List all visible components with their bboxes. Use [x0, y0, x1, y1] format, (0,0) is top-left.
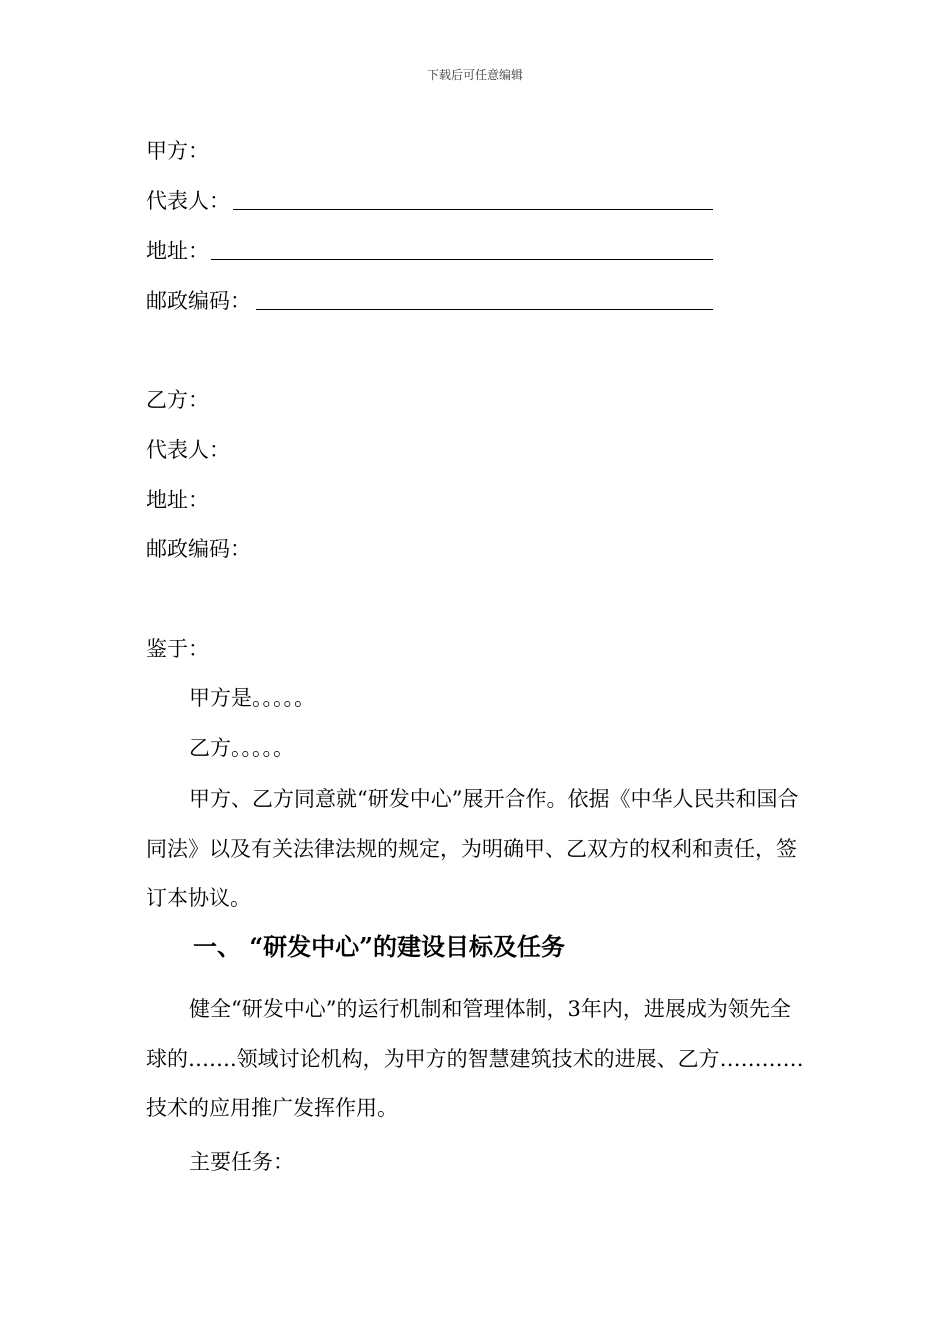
- page-header: 下载后可任意编辑: [426, 68, 523, 82]
- party-b-address-label: 地址：: [146, 488, 209, 512]
- party-b-representative-label: 代表人：: [146, 438, 230, 462]
- section-1-heading: 一、 “研发中心”的建设目标及任务: [193, 932, 565, 961]
- whereas-party-b-line: 乙方。。。。。: [189, 736, 294, 760]
- party-a-address-field[interactable]: [211, 259, 713, 260]
- party-a-representative-label: 代表人：: [146, 189, 230, 213]
- party-a-postcode-field[interactable]: [256, 309, 713, 310]
- party-a-representative-field[interactable]: [233, 209, 713, 210]
- agreement-paragraph: 甲方、乙方同意就“研发中心”展开合作。依据《中华人民共和国合同法》以及有关法律法规的规定，为明确甲、乙双方的权利和责任，签订本协议。: [146, 787, 799, 910]
- main-tasks-label: 主要任务：: [189, 1150, 294, 1174]
- section-1-paragraph: 健全“研发中心”的运行机制和管理体制，3年内，进展成为领先全球的…….领域讨论机构，为甲方的智慧建筑技术的进展、乙方…………技术的应用推广发挥作用。: [146, 997, 804, 1120]
- whereas-party-a-line: 甲方是。。。。。: [189, 686, 315, 710]
- party-a-address-label: 地址：: [146, 239, 209, 263]
- party-a-label: 甲方：: [146, 139, 209, 163]
- party-a-postcode-label: 邮政编码：: [146, 289, 251, 313]
- party-b-postcode-label: 邮政编码：: [146, 537, 251, 561]
- party-b-label: 乙方：: [146, 388, 209, 412]
- whereas-label: 鉴于：: [146, 637, 209, 661]
